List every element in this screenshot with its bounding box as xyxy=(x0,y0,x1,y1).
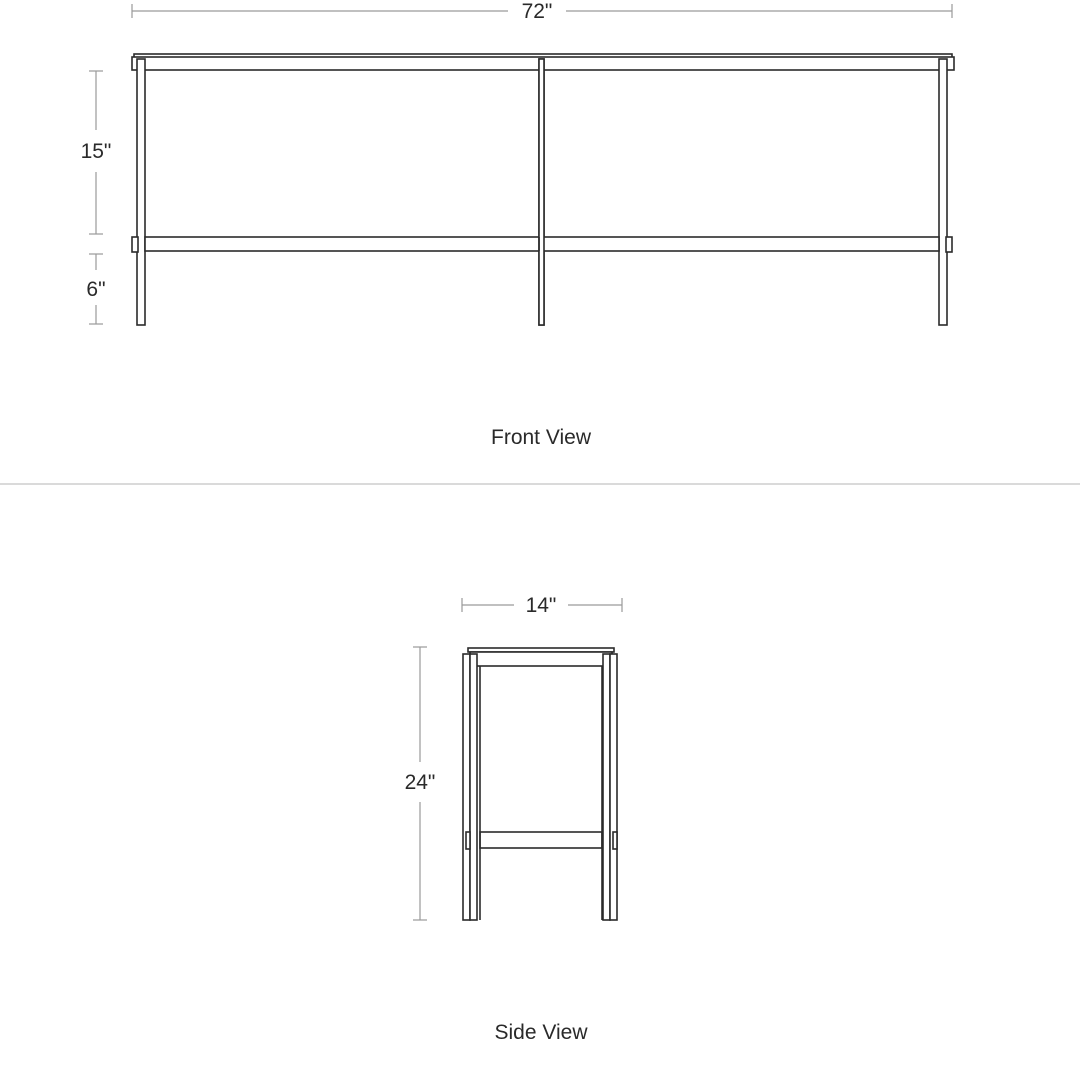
front-shelf-gap-dimension xyxy=(81,71,112,234)
side-view xyxy=(405,594,622,1044)
side-height-label: 24" xyxy=(404,771,436,794)
side-height-dimension xyxy=(405,647,436,920)
front-leg-clearance-label: 6" xyxy=(86,278,106,301)
front-view-caption: Front View xyxy=(491,426,591,449)
console-table-side-drawing xyxy=(463,648,617,920)
front-view xyxy=(81,0,954,449)
front-width-label: 72" xyxy=(521,0,553,23)
front-width-dimension xyxy=(132,0,952,23)
side-view-caption: Side View xyxy=(494,1021,588,1044)
side-depth-label: 14" xyxy=(525,594,557,617)
front-leg-clearance-dimension xyxy=(86,254,105,324)
front-shelf-gap-label: 15" xyxy=(80,140,112,163)
side-depth-dimension xyxy=(462,594,622,617)
console-table-front-drawing xyxy=(132,54,954,325)
